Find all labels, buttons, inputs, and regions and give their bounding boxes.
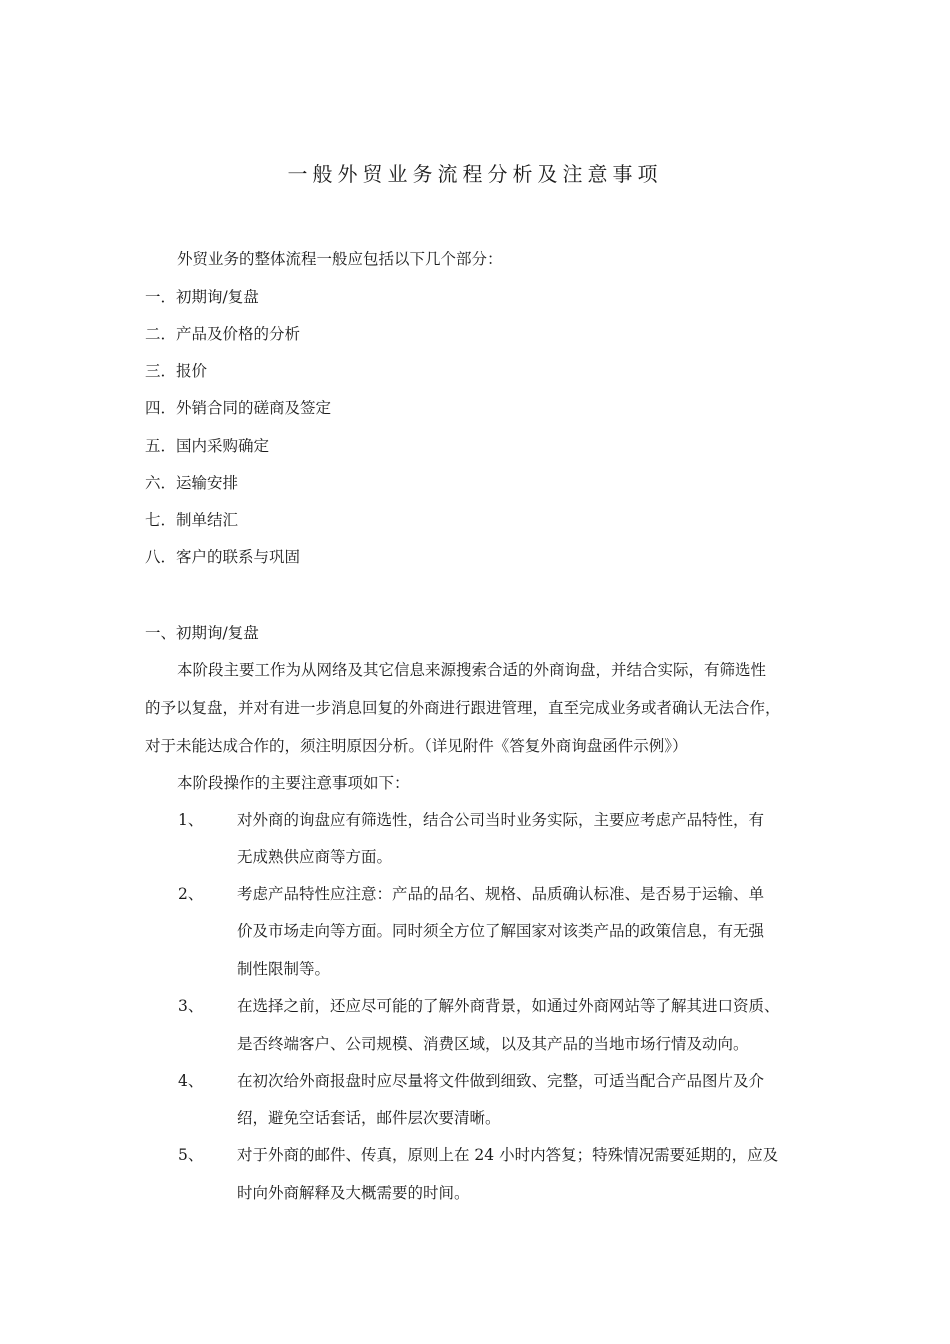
item-line: 时向外商解释及大概需要的时间。 bbox=[237, 1184, 470, 1202]
item-line: 无成熟供应商等方面。 bbox=[237, 848, 393, 866]
toc-item: 七．制单结汇 bbox=[145, 511, 239, 529]
paragraph-line: 的予以复盘，并对有进一步消息回复的外商进行跟进管理，直至完成业务或者确认无法合作， bbox=[145, 699, 781, 717]
paragraph-line: 对于未能达成合作的，须注明原因分析。（详见附件《答复外商询盘函件示例》） bbox=[145, 737, 688, 755]
section-heading: 一、初期询/复盘 bbox=[145, 624, 259, 642]
toc-item: 六．运输安排 bbox=[145, 474, 239, 492]
item-line: 在选择之前，还应尽可能的了解外商背景，如通过外商网站等了解其进口资质、 bbox=[237, 997, 780, 1015]
paragraph-line: 本阶段主要工作为从网络及其它信息来源搜索合适的外商询盘，并结合实际，有筛选性 bbox=[177, 661, 767, 679]
item-line: 考虑产品特性应注意：产品的品名、规格、品质确认标准、是否易于运输、单 bbox=[237, 885, 765, 903]
toc-item: 五．国内采购确定 bbox=[145, 437, 270, 455]
toc-item: 一．初期询/复盘 bbox=[145, 288, 259, 306]
item-number: 4、 bbox=[178, 1072, 204, 1090]
item-number: 3、 bbox=[178, 997, 204, 1015]
intro-text: 外贸业务的整体流程一般应包括以下几个部分： bbox=[177, 250, 503, 268]
document-title: 一般外贸业务流程分析及注意事项 bbox=[287, 162, 663, 186]
item-number: 2、 bbox=[178, 885, 204, 903]
toc-item: 四．外销合同的磋商及签定 bbox=[145, 399, 332, 417]
item-line: 制性限制等。 bbox=[237, 960, 331, 978]
item-line: 在初次给外商报盘时应尽量将文件做到细致、完整，可适当配合产品图片及介 bbox=[237, 1072, 765, 1090]
item-number: 5、 bbox=[178, 1146, 204, 1164]
item-line: 是否终端客户、公司规模、消费区域，以及其产品的当地市场行情及动向。 bbox=[237, 1035, 749, 1053]
toc-item: 二．产品及价格的分析 bbox=[145, 325, 301, 343]
item-line: 对于外商的邮件、传真，原则上在 24 小时内答复；特殊情况需要延期的，应及 bbox=[237, 1146, 779, 1164]
item-number: 1、 bbox=[178, 811, 204, 829]
item-line: 绍，避免空话套话，邮件层次要清晰。 bbox=[237, 1109, 501, 1127]
item-line: 对外商的询盘应有筛选性，结合公司当时业务实际，主要应考虑产品特性，有 bbox=[237, 811, 765, 829]
item-line: 价及市场走向等方面。同时须全方位了解国家对该类产品的政策信息，有无强 bbox=[237, 922, 765, 940]
toc-item: 三．报价 bbox=[145, 362, 208, 380]
toc-item: 八．客户的联系与巩固 bbox=[145, 548, 301, 566]
notes-intro: 本阶段操作的主要注意事项如下： bbox=[177, 774, 410, 792]
